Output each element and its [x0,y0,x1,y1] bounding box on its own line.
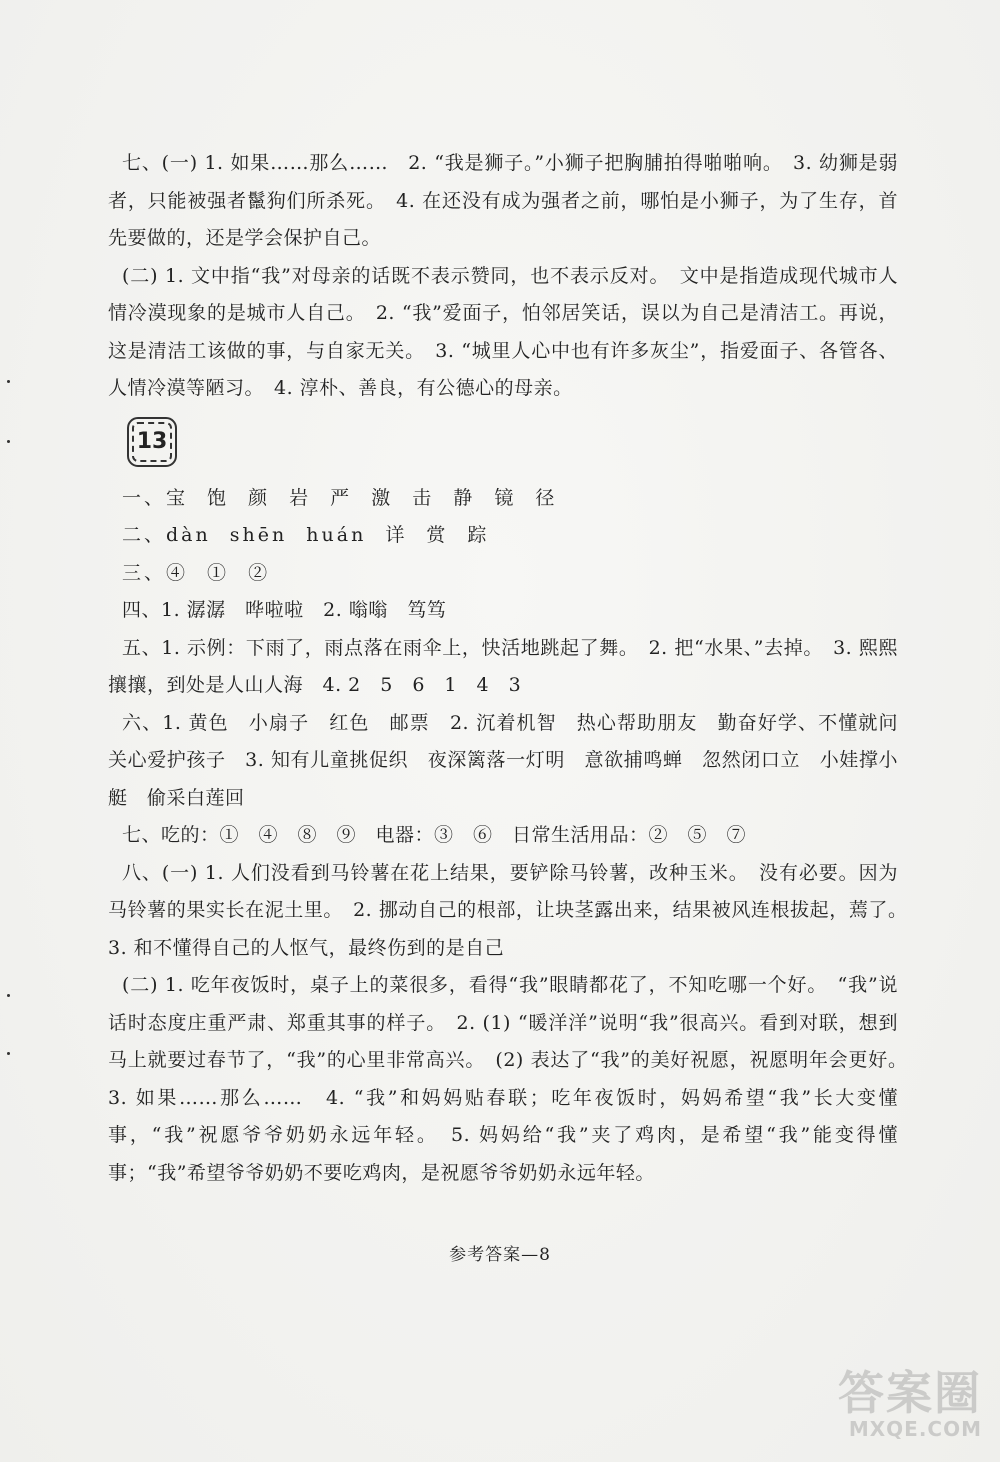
answer-line: 三、④ ① ② [122,561,271,584]
answer-paragraph: 七、(一) 1. 如果……那么…… 2. “我是狮子。”小狮子把胸脯拍得啪啪响。 3. 幼狮是弱者，只能被强者鬣狗们所杀死。 4. 在还没有成为强者之前，哪怕是小狮子，为了生存，首先要做的，还是学会保护自己。 [108,152,898,249]
answer-paragraph: (二) 1. 吃年夜饭时，桌子上的菜很多，看得“我”眼睛都花了，不知吃哪一个好。 “我”说话时态度庄重严肃、郑重其事的样子。 2. (1) “暖洋洋”说明“我”很高兴。看到对联，想到马上就要过春节了，“我”的心里非常高兴。 (2) 表达了“我”的美好祝愿，祝愿明年会更好。 3. 如果……那么…… 4. “我”和妈妈贴春联；吃年夜饭时，妈妈希望“我”长大变懂事，“我”祝愿爷爷奶奶永远年轻。 5. 妈妈给“我”夹了鸡肉，是希望“我”能变得懂事；“我”希望爷爷奶奶不要吃鸡肉，是祝愿爷爷奶奶永远年轻。 [108,974,918,1184]
scan-speck [7,440,10,443]
answer-line: 一、宝 饱 颜 岩 严 激 击 静 镜 径 [122,486,558,509]
section-number-badge: 13 [132,422,172,462]
answer-line: 四、1. 潺潺 哗啦啦 2. 嗡嗡 笃笃 [122,599,447,621]
answer-paragraph: 八、(一) 1. 人们没看到马铃薯在花上结果，要铲除马铃薯，改种玉米。 没有必要。因为马铃薯的果实长在泥土里。 2. 挪动自己的根部，让块茎露出来，结果被风连根拔起，蔫了。 3. 和不懂得自己的人怄气，最终伤到的是自己 [108,861,918,959]
answer-paragraph: (二) 1. 文中指“我”对母亲的话既不表示赞同，也不表示反对。 文中是指造成现代城市人情冷漠现象的是城市人自己。 2. “我”爱面子，怕邻居笑话，误以为自己是清洁工。再说，这是清洁工该做的事，与自家无关。 3. “城里人心中也有许多灰尘”，指爱面子、各管各、人情冷漠等陋习。 4. 淳朴、善良，有公德心的母亲。 [108,264,898,399]
watermark-logo [792,1368,982,1448]
page-footer: 参考答案—8 [449,1245,551,1265]
answer-paragraph: 七、吃的：① ④ ⑧ ⑨ 电器：③ ⑥ 日常生活用品：② ⑤ ⑦ [122,824,747,846]
scan-speck [7,1052,10,1055]
watermark-text: 答案圈 [838,1366,982,1420]
answer-paragraph: 六、1. 黄色 小扇子 红色 邮票 2. 沉着机智 热心帮助朋友 勤奋好学、不懂就问 关心爱护孩子 3. 知有儿童挑促织 夜深篱落一灯明 意欲捕鸣蝉 忽然闭口立 小娃撑小艇 偷采白莲回 [108,711,918,809]
answer-paragraph: 五、1. 示例：下雨了，雨点落在雨伞上，快活地跳起了舞。 2. 把“水果、”去掉。 3. 熙熙攘攘，到处是人山人海 4. 2 5 6 1 4 3 [108,636,898,696]
watermark-url: MXQE.COM [848,1417,982,1441]
scan-speck [7,380,10,383]
answer-content [108,145,918,1192]
scan-speck [7,994,10,997]
answer-line: 二、dàn shēn huán 详 赏 踪 [122,524,490,546]
